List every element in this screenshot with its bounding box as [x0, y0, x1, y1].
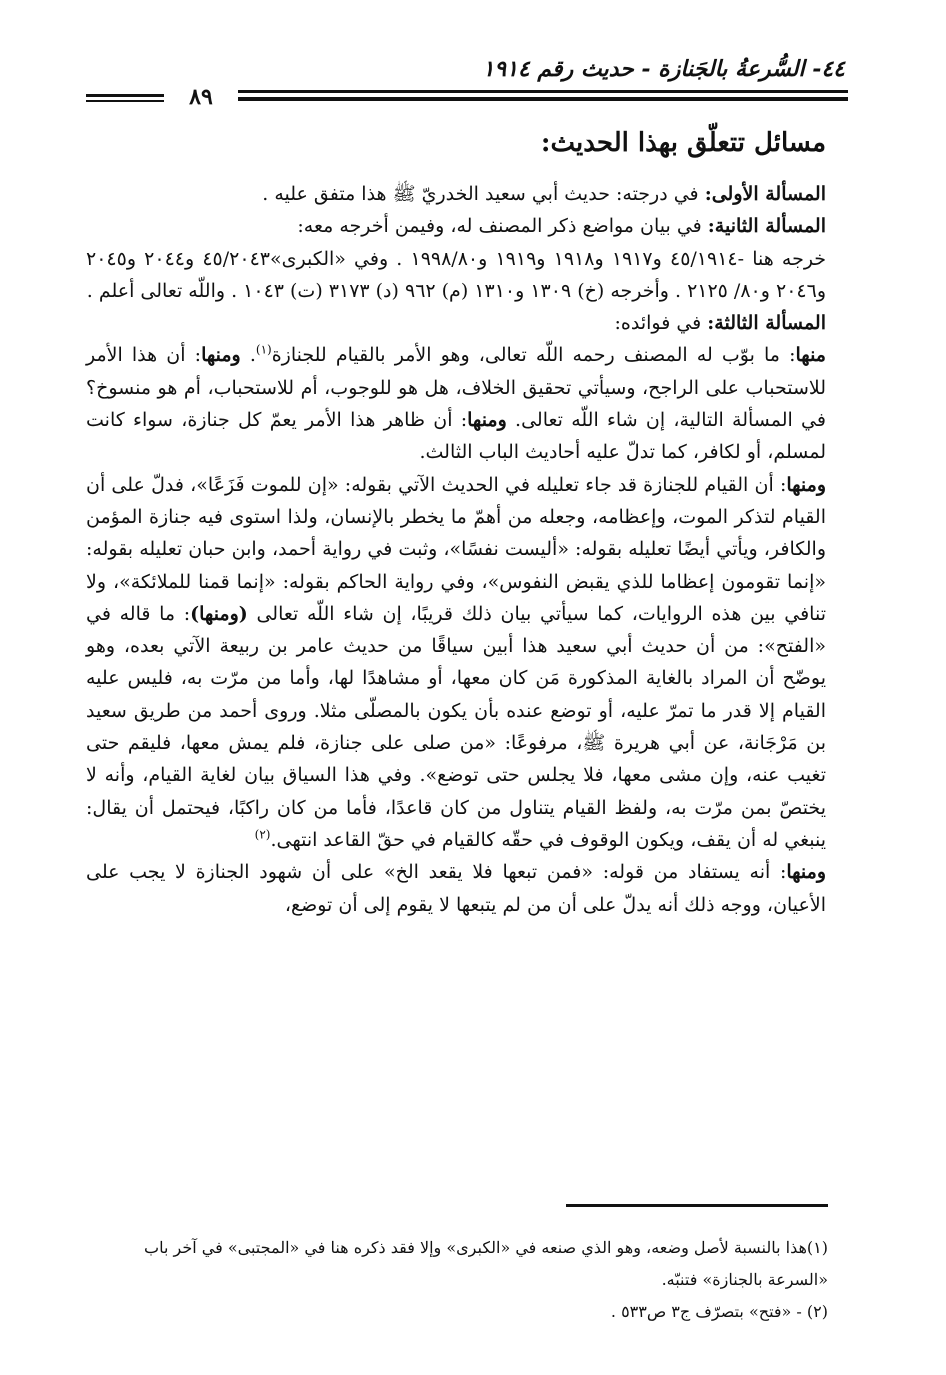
issue-third [86, 307, 826, 339]
issue-second-text: في بيان مواضع ذكر المصنف له، وفيمن أخرجه معه: [297, 215, 702, 238]
benefit-paragraph-2 [86, 469, 826, 857]
benefit-text: : أن هذا الأمر للاستحباب على الراجح، وسيأتي تحقيق الخلاف، هل هو للوجوب، أم للاستحباب، أم هو منسوخ؟ في المسألة التالية، إن شاء اللّه تعالى. [86, 344, 826, 432]
footnote-2: (٢) - «فتح» بتصرّف ج٣ ص٥٣٣ . [610, 1302, 828, 1321]
benefit-lead: (ومنها) [190, 602, 248, 625]
benefit-paragraph-3 [86, 856, 826, 921]
benefit-text: : ما قاله في «الفتح»: من أن حديث أبي سعيد هذا أبين سياقًا من حديث عامر بن ربيعة الآتي بعده، وهو يوضّح أن المراد بالغاية المذكورة مَن كان معها، أو مشاهدًا لها، وأما من مرّت به، فليس عليه القيام إلا قدر ما تمرّ عليه، أو توضع عنده بأن يكون بالمصلّى مثلا. وروى أحمد من طريق سعيد بن مَرْجَانة، عن أبي هريرة ﷺ، مرفوعًا: «من صلى على جنازة، فلم يمش معها، فليقم حتى تغيب عنه، وإن مشى معها، فلا يجلس حتى توضع». وفي هذا السياق بيان لغاية القيام، وأنه لا يختصّ بمن مرّت به، ولفظ القيام يتناول من كان قاعدًا، فأما من كان راكبًا، فيحتمل أن يقال: ينبغي له أن يقف، ويكون الوقوف في حقّه كالقيام في حقّ القاعد انتهى. [86, 602, 826, 851]
benefit-lead: منها [795, 344, 826, 367]
header-rule-left [86, 94, 164, 97]
benefit-lead: ومنها [201, 344, 241, 367]
benefit-lead: ومنها [467, 409, 507, 432]
issue-first-label: المسألة الأولى: [704, 183, 826, 205]
benefit-text: : أنه يستفاد من قوله: «فمن تبعها فلا يقعد الخ» على أن شهود الجنازة لا يجب على الأعيان، ووجه ذلك أنه يدلّ على أن من لم يتبعها لا يقوم إلى أن توضع، [86, 861, 826, 916]
benefit-lead: ومنها [786, 473, 826, 496]
header-rule-right [238, 90, 848, 93]
section-title: مسائل تتعلّق بهذا الحديث: [540, 128, 826, 158]
running-title: ٤٤- السُّرعةُ بالجَنازة - حديث رقم ١٩١٤ [482, 56, 845, 82]
header-rule-right-lower [238, 97, 848, 101]
benefit-text: : أن ظاهر هذا الأمر يعمّ كل جنازة، سواء كانت لمسلم، أو لكافر، كما تدلّ عليه أحاديث الباب الثالث. [86, 409, 826, 464]
benefit-text: : ما بوّب له المصنف رحمه اللّه تعالى، وهو الأمر بالقيام للجنازة [271, 344, 796, 367]
issue-third-text: في فوائده: [614, 312, 702, 335]
header-rule-left-lower [86, 100, 164, 102]
page-number: ٨٩ [189, 84, 213, 110]
body-text [86, 178, 826, 921]
footnote-separator [566, 1204, 828, 1207]
issue-first-text: في درجته: حديث أبي سعيد الخدريّ ﷺ هذا متفق عليه . [262, 183, 699, 205]
issue-second-label: المسألة الثانية: [707, 215, 826, 238]
footnote-1: (١)هذا بالنسبة لأصل وضعه، وهو الذي صنعه في «الكبرى» وإلا فقد ذكره هنا في «المجتبى» في آخر باب «السرعة بالجنازة» فتنبّه. [144, 1238, 828, 1289]
benefit-text: . [240, 344, 256, 367]
issue-second-sources: خرجه هنا -٤٥/١٩١٤ و١٩١٧ و١٩١٨ و١٩١٩ و١٩٩٨/٨٠ . وفي «الكبرى»٤٥/٢٠٤٣ و٢٠٤٤ و٢٠٤٥ و٢٠٤٦ و٨٠/ ٢١٢٥ . وأخرجه (خ) ١٣٠٩ و١٣١٠ (م) ٩٦٢ (د) ٣١٧٣ (ت) ١٠٤٣ . واللّه تعالى أعلم . [86, 247, 827, 302]
benefit-text: : أن القيام للجنازة قد جاء تعليله في الحديث الآتي بقوله: «إن للموت فَزَعًا»، فدلّ على أن القيام لتذكر الموت، وإعظامه، وجعله من أهمّ ما يخطر بالإنسان، ولذا استوى فيه جنازة المؤمن والكافر، ويأتي أيضًا تعليله بقوله: «أليست نفسًا»، وثبت في رواية أحمد، وابن حبان تعليله بقوله: «إنما تقومون إعظاما للذي يقبض النفوس»، وفي رواية الحاكم بقوله: «إنما قمنا للملائكة»، ولا تنافي بين هذه الروايات، كما سيأتي بيان ذلك قريبًا، إن شاء اللّه تعالى [86, 473, 826, 625]
benefit-lead: ومنها [786, 861, 826, 884]
issue-third-label: المسألة الثالثة: [707, 312, 826, 335]
footnote-ref-2: (٢) [254, 827, 271, 842]
issue-second [86, 210, 826, 242]
benefit-paragraph-1 [86, 339, 826, 468]
issue-first [86, 178, 826, 210]
footnote-ref-1: (١) [255, 343, 272, 358]
footnotes [86, 1232, 828, 1328]
